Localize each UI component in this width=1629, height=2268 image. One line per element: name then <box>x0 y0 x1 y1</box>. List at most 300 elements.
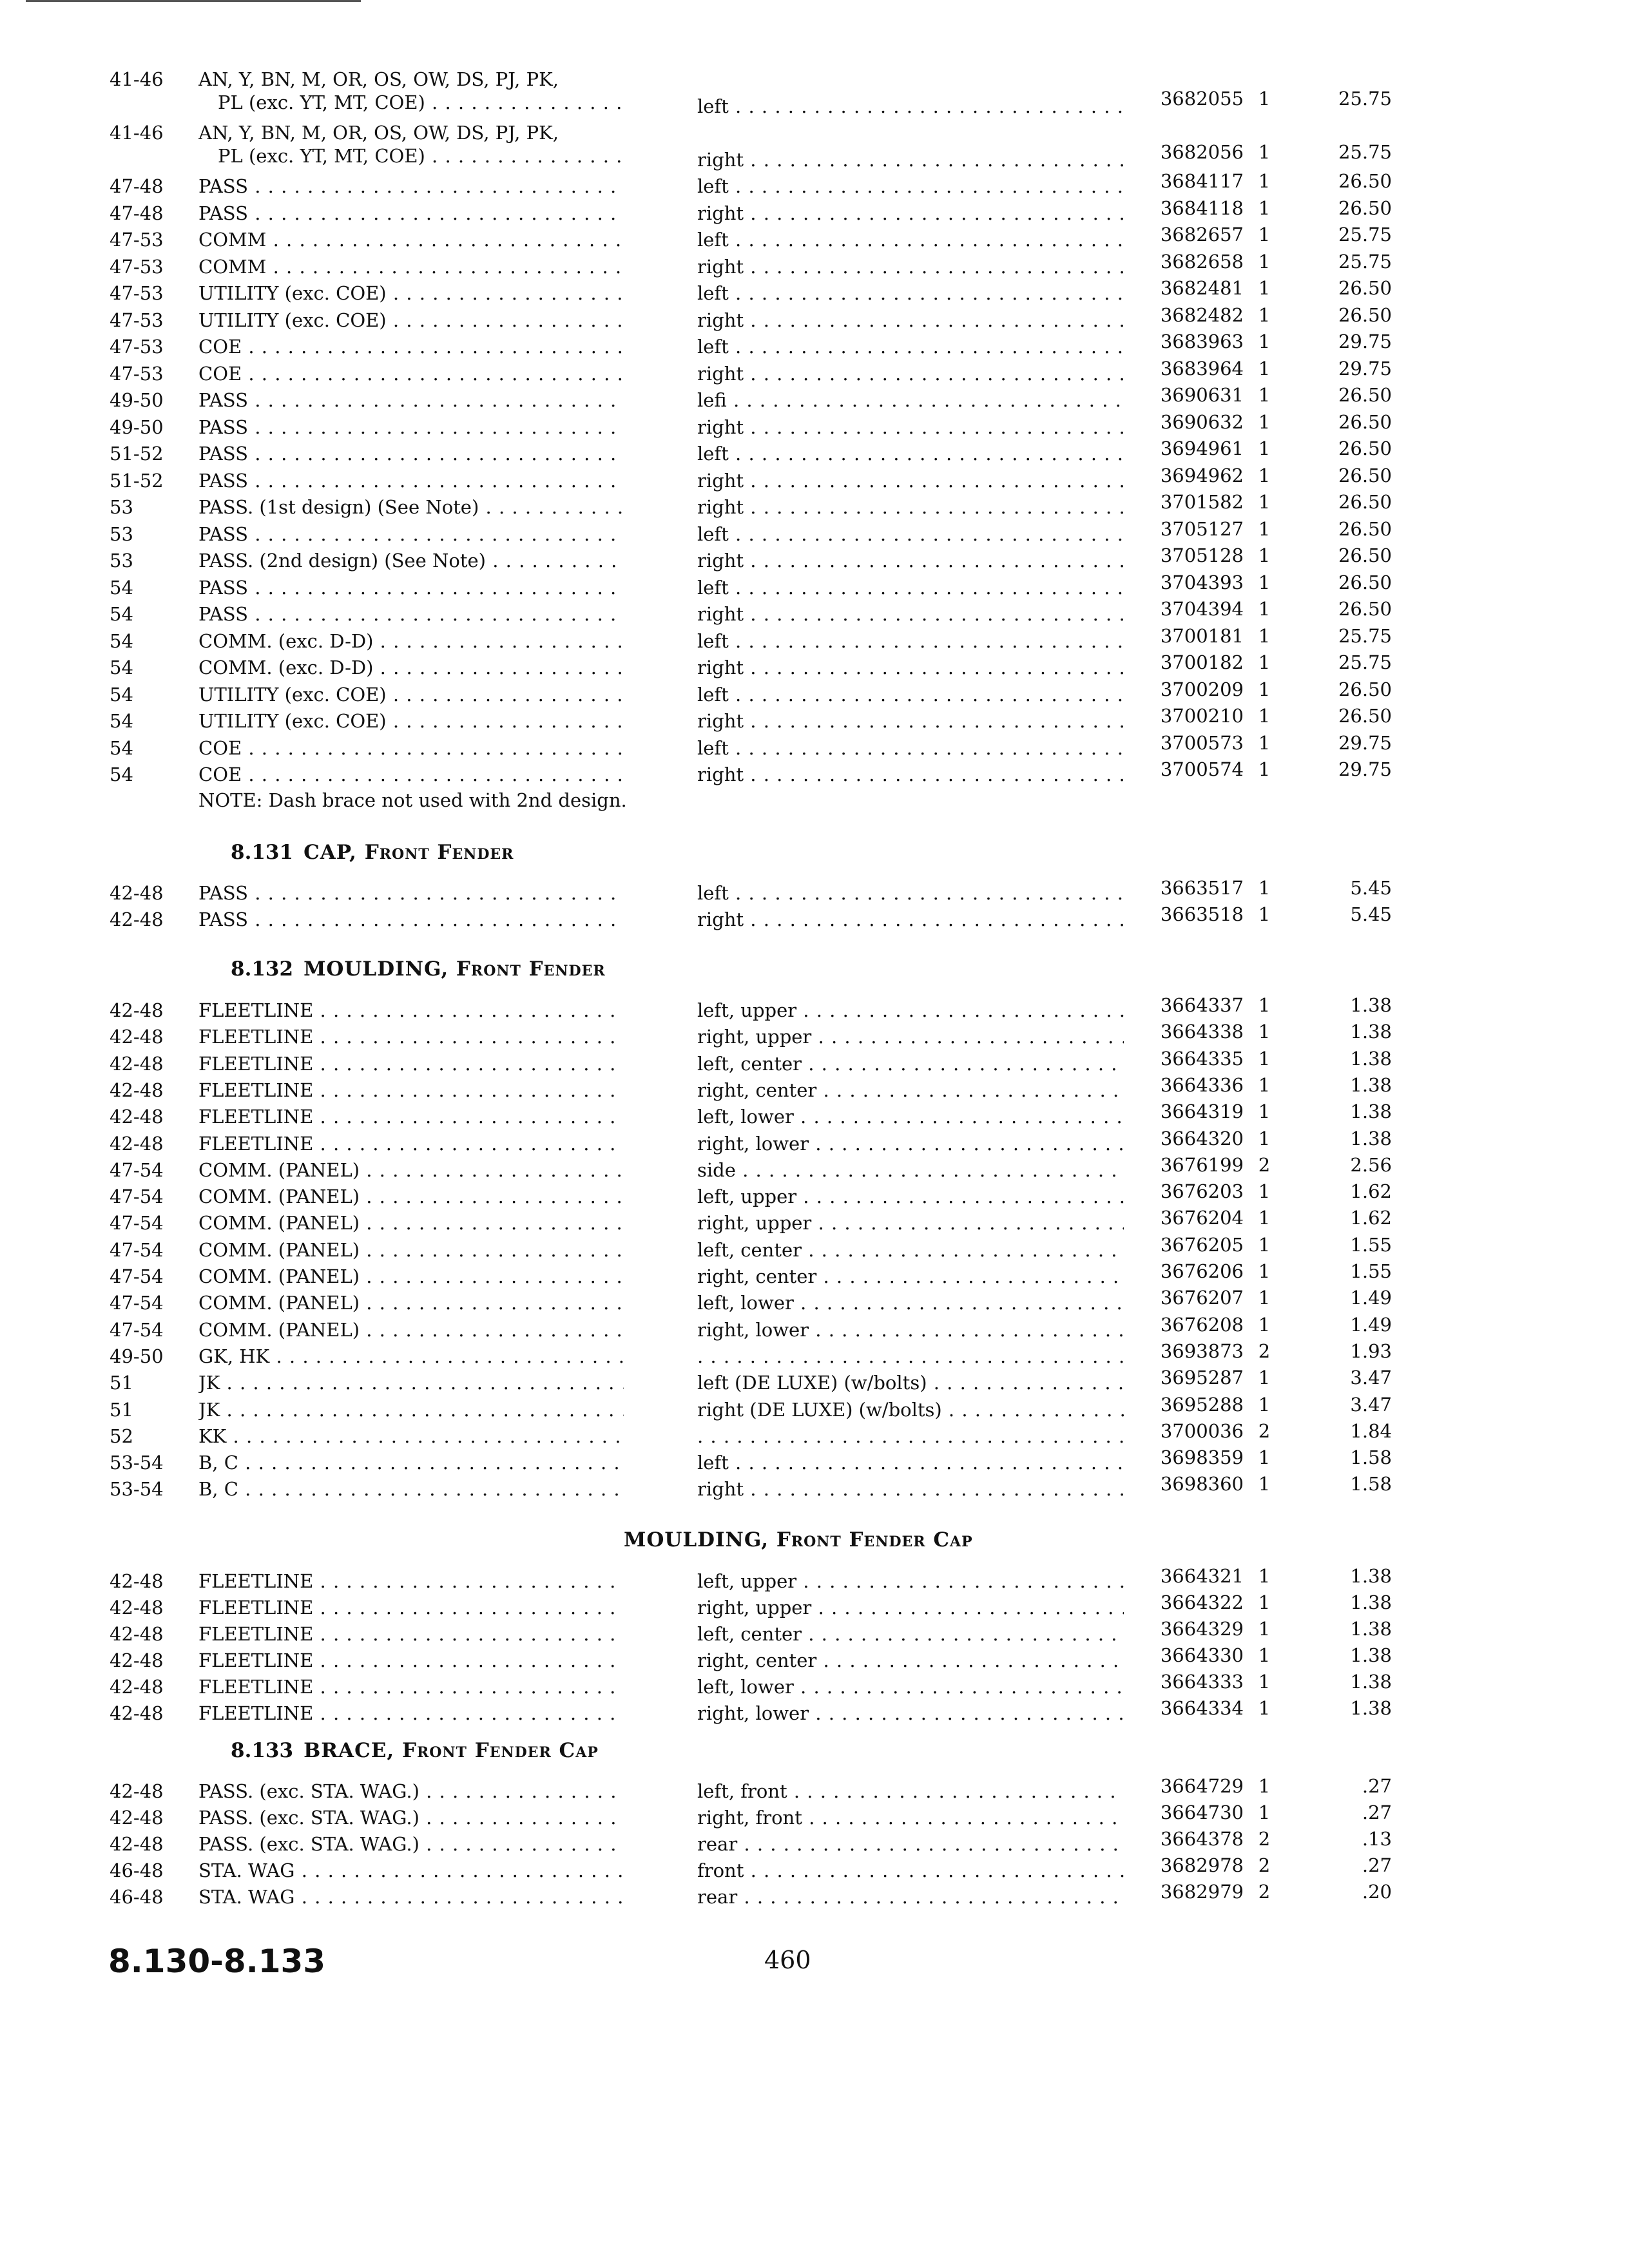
model-line: AN, Y, BN, M, OR, OS, OW, DS, PJ, PK, <box>198 68 559 90</box>
part-number-cell: 3682979 <box>1160 1881 1244 1903</box>
years-cell: 47-54 <box>110 1212 164 1235</box>
years-cell: 42-48 <box>110 1649 164 1671</box>
years-cell: 47-54 <box>110 1318 164 1341</box>
location-cell: left, upper . . . <box>697 1185 1124 1208</box>
location-cell: right . . . <box>697 255 1124 278</box>
quantity-cell: 2 <box>1258 1340 1271 1362</box>
price-cell: 26.50 <box>1338 410 1392 433</box>
price-cell: 25.75 <box>1338 624 1392 647</box>
price-cell: 26.50 <box>1338 437 1392 459</box>
price-cell: 1.38 <box>1350 1127 1392 1149</box>
model-cell: FLEETLINE . . . <box>198 1596 624 1619</box>
location-cell: left, upper . . . <box>697 1570 1124 1593</box>
part-number-cell: 3682657 <box>1160 224 1244 245</box>
quantity-cell: 1 <box>1258 571 1271 593</box>
price-cell: 1.49 <box>1350 1313 1392 1336</box>
part-number-cell: 3682658 <box>1160 250 1244 273</box>
model-cell: COMM. (PANEL) . . . <box>198 1211 624 1235</box>
price-cell: .27 <box>1362 1775 1392 1797</box>
model-cell: COMM. (exc. D-D) . . . <box>198 656 624 679</box>
part-number-cell: 3664330 <box>1160 1644 1244 1666</box>
years-cell: 46-48 <box>110 1886 164 1908</box>
price-cell: 29.75 <box>1338 331 1392 352</box>
quantity-cell: 1 <box>1258 1047 1271 1070</box>
part-number-cell: 3682056 <box>1160 140 1244 163</box>
years-cell: 42-48 <box>110 1052 164 1075</box>
section-title: MOULDING, Front Fender <box>304 957 606 981</box>
years-cell: 47-53 <box>110 282 164 304</box>
price-cell: 1.38 <box>1350 1618 1392 1640</box>
location-cell: right . . . <box>697 656 1124 679</box>
part-number-cell: 3663518 <box>1160 903 1244 925</box>
quantity-cell: 1 <box>1258 1021 1271 1043</box>
quantity-cell: 2 <box>1258 1153 1271 1176</box>
quantity-cell: 1 <box>1258 464 1271 486</box>
part-number-cell: 3683963 <box>1160 331 1244 352</box>
part-number-cell: 3698359 <box>1160 1446 1244 1469</box>
model-cell: FLEETLINE . . . <box>198 1025 624 1048</box>
quantity-cell: 1 <box>1258 1446 1271 1469</box>
part-number-cell: 3676205 <box>1160 1233 1244 1256</box>
quantity-cell: 1 <box>1258 877 1271 899</box>
years-cell: 42-48 <box>110 1833 164 1855</box>
location-cell <box>697 1345 1124 1368</box>
location-cell: side . . . <box>697 1158 1124 1182</box>
model-cell: PASS . . . <box>198 175 624 198</box>
model-cell: UTILITY (exc. COE) . . . <box>198 282 624 305</box>
price-cell: 26.50 <box>1338 705 1392 727</box>
years-cell: 42-48 <box>110 1807 164 1829</box>
price-cell: 26.50 <box>1338 170 1392 192</box>
quantity-cell: 1 <box>1258 1287 1271 1309</box>
location-cell: front . . . <box>697 1859 1124 1882</box>
model-cell: PASS. (1st design) (See Note) . . . <box>198 495 624 519</box>
model-cell: PASS. (exc. STA. WAG.) . . . <box>198 1780 624 1803</box>
location-cell: right . . . <box>697 908 1124 931</box>
location-cell: right, center . . . <box>697 1079 1124 1102</box>
footer-section-range: 8.130-8.133 <box>108 1943 326 1980</box>
price-cell: 1.38 <box>1350 1565 1392 1587</box>
quantity-cell: 1 <box>1258 1591 1271 1613</box>
years-cell: 47-54 <box>110 1292 164 1314</box>
quantity-cell: 1 <box>1258 437 1271 459</box>
years-cell: 47-53 <box>110 255 164 278</box>
part-number-cell: 3690632 <box>1160 410 1244 433</box>
price-cell: 25.75 <box>1338 250 1392 273</box>
years-cell: 46-48 <box>110 1860 164 1881</box>
years-cell: 52 <box>110 1425 133 1447</box>
location-cell: lefi . . . <box>697 389 1124 412</box>
location-cell <box>697 1425 1124 1448</box>
part-number-cell: 3700573 <box>1160 731 1244 754</box>
location-cell: left . . . <box>697 282 1124 305</box>
part-number-cell: 3676199 <box>1160 1153 1244 1176</box>
price-cell: 3.47 <box>1350 1367 1392 1389</box>
years-cell: 42-48 <box>110 908 164 930</box>
quantity-cell: 1 <box>1258 277 1271 299</box>
price-cell: 1.93 <box>1350 1340 1392 1362</box>
table-row <box>0 121 1629 175</box>
part-number-cell: 3682978 <box>1160 1854 1244 1876</box>
quantity-cell: 1 <box>1258 410 1271 433</box>
part-number-cell: 3700181 <box>1160 624 1244 647</box>
section-heading-8132 <box>231 956 606 982</box>
model-cell: COE . . . <box>198 335 624 358</box>
model-cell: JK . . . <box>198 1398 624 1421</box>
model-cell: FLEETLINE . . . <box>198 1649 624 1672</box>
part-number-cell: 3683964 <box>1160 357 1244 380</box>
quantity-cell: 2 <box>1258 1828 1271 1850</box>
part-number-cell: 3664337 <box>1160 994 1244 1016</box>
model-cell: COMM. (PANEL) . . . <box>198 1238 624 1262</box>
quantity-cell: 1 <box>1258 1697 1271 1719</box>
model-cell: COMM. (exc. D-D) . . . <box>198 629 624 653</box>
quantity-cell: 1 <box>1258 491 1271 513</box>
quantity-cell: 1 <box>1258 705 1271 727</box>
location-cell: left, front . . . <box>697 1780 1124 1803</box>
location-cell: right . . . <box>697 362 1124 385</box>
model-cell: COE . . . <box>198 736 624 760</box>
quantity-cell: 1 <box>1258 1233 1271 1256</box>
part-number-cell: 3664320 <box>1160 1127 1244 1149</box>
part-number-cell: 3664335 <box>1160 1047 1244 1070</box>
quantity-cell: 1 <box>1258 517 1271 540</box>
price-cell: 26.50 <box>1338 678 1392 700</box>
location-cell: left . . . <box>697 736 1124 760</box>
model-cell: PASS . . . <box>198 442 624 465</box>
table-row <box>0 1697 1629 1729</box>
years-cell: 47-53 <box>110 362 164 385</box>
price-cell: .20 <box>1362 1881 1392 1903</box>
model-cell: UTILITY (exc. COE) . . . <box>198 309 624 332</box>
part-number-cell: 3664329 <box>1160 1618 1244 1640</box>
location-cell: left, lower . . . <box>697 1675 1124 1698</box>
price-cell: 1.55 <box>1350 1233 1392 1256</box>
years-cell: 41-46 <box>110 122 164 144</box>
price-cell: 1.49 <box>1350 1287 1392 1309</box>
quantity-cell: 1 <box>1258 250 1271 273</box>
location-cell: left, center . . . <box>697 1052 1124 1075</box>
quantity-cell: 2 <box>1258 1419 1271 1442</box>
quantity-cell: 1 <box>1258 1802 1271 1823</box>
years-cell: 51 <box>110 1398 133 1421</box>
part-number-cell: 3682055 <box>1160 87 1244 110</box>
model-cell: PASS. (exc. STA. WAG.) . . . <box>198 1832 624 1856</box>
quantity-cell: 1 <box>1258 758 1271 780</box>
price-cell: 1.62 <box>1350 1180 1392 1203</box>
price-cell: 26.50 <box>1338 303 1392 326</box>
location-cell: left . . . <box>697 335 1124 358</box>
price-cell: .27 <box>1362 1854 1392 1876</box>
location-cell: left . . . <box>697 175 1124 198</box>
location-cell: left . . . <box>697 442 1124 465</box>
quantity-cell: 1 <box>1258 1671 1271 1693</box>
location-cell: left, center . . . <box>697 1238 1124 1262</box>
location-cell: left, upper . . . <box>697 999 1124 1022</box>
years-cell: 42-48 <box>110 1132 164 1155</box>
years-cell: 51-52 <box>110 469 164 492</box>
price-cell: 29.75 <box>1338 357 1392 380</box>
price-cell: 25.75 <box>1338 87 1392 110</box>
quantity-cell: 1 <box>1258 1180 1271 1203</box>
section-title: BRACE, Front Fender Cap <box>304 1739 599 1762</box>
section-heading-8131 <box>231 840 514 865</box>
location-cell: right . . . <box>697 416 1124 439</box>
model-cell: B, C . . . <box>198 1477 624 1501</box>
price-cell: 2.56 <box>1350 1153 1392 1176</box>
price-cell: 1.38 <box>1350 1073 1392 1096</box>
model-cell: STA. WAG . . . <box>198 1885 624 1908</box>
years-cell: 42-48 <box>110 1079 164 1101</box>
years-cell: 42-48 <box>110 1597 164 1619</box>
part-number-cell: 3682481 <box>1160 277 1244 299</box>
location-cell: left (DE LUXE) (w/bolts) . . . <box>697 1371 1124 1394</box>
years-cell: 42-48 <box>110 1676 164 1698</box>
quantity-cell: 1 <box>1258 1775 1271 1797</box>
model-cell: JK . . . <box>198 1371 624 1394</box>
location-cell: left . . . <box>697 95 1124 118</box>
part-number-cell: 3690631 <box>1160 384 1244 406</box>
model-cell: PASS . . . <box>198 469 624 492</box>
location-cell: left . . . <box>697 228 1124 251</box>
price-cell: 25.75 <box>1338 224 1392 245</box>
location-cell: right, center . . . <box>697 1649 1124 1672</box>
years-cell: 51-52 <box>110 443 164 465</box>
years-cell: 51 <box>110 1372 133 1394</box>
model-cell: FLEETLINE . . . <box>198 1132 624 1155</box>
dash-brace-note: NOTE: Dash brace not used with 2nd design. <box>198 789 627 811</box>
location-cell: right, upper . . . <box>697 1211 1124 1235</box>
price-cell: 26.50 <box>1338 571 1392 593</box>
quantity-cell: 1 <box>1258 903 1271 925</box>
years-cell: 47-54 <box>110 1238 164 1261</box>
location-cell: left . . . <box>697 576 1124 599</box>
model-cell: FLEETLINE . . . <box>198 1079 624 1102</box>
price-cell: 29.75 <box>1338 758 1392 780</box>
price-cell: .27 <box>1362 1802 1392 1823</box>
quantity-cell: 1 <box>1258 1367 1271 1389</box>
location-cell: right . . . <box>697 549 1124 572</box>
price-cell: 5.45 <box>1350 877 1392 899</box>
part-number-cell: 3705128 <box>1160 544 1244 566</box>
quantity-cell: 1 <box>1258 140 1271 163</box>
part-number-cell: 3700574 <box>1160 758 1244 780</box>
part-number-cell: 3701582 <box>1160 491 1244 513</box>
model-cell: COMM. (PANEL) . . . <box>198 1291 624 1314</box>
quantity-cell: 1 <box>1258 384 1271 406</box>
model-cell: FLEETLINE . . . <box>198 1622 624 1646</box>
location-cell: left, center . . . <box>697 1622 1124 1646</box>
model-cell: PASS . . . <box>198 576 624 599</box>
quantity-cell: 1 <box>1258 1644 1271 1666</box>
years-cell: 42-48 <box>110 1026 164 1048</box>
years-cell: 42-48 <box>110 1702 164 1724</box>
section-number: 8.132 <box>231 957 294 981</box>
part-number-cell: 3682482 <box>1160 303 1244 326</box>
quantity-cell: 1 <box>1258 1207 1271 1229</box>
model-cell: FLEETLINE . . . <box>198 999 624 1022</box>
model-cell: PASS . . . <box>198 202 624 225</box>
part-number-cell: 3664378 <box>1160 1828 1244 1850</box>
model-cell: PASS . . . <box>198 908 624 931</box>
model-cell: COE . . . <box>198 362 624 385</box>
part-number-cell: 3700182 <box>1160 651 1244 673</box>
location-cell: left . . . <box>697 523 1124 546</box>
part-number-cell: 3704394 <box>1160 598 1244 620</box>
price-cell: 26.50 <box>1338 197 1392 219</box>
location-cell: left . . . <box>697 629 1124 653</box>
years-cell: 54 <box>110 603 133 625</box>
part-number-cell: 3664321 <box>1160 1565 1244 1587</box>
table-row <box>0 68 1629 121</box>
price-cell: 26.50 <box>1338 491 1392 513</box>
years-cell: 53-54 <box>110 1478 164 1501</box>
part-number-cell: 3664322 <box>1160 1591 1244 1613</box>
years-cell: 54 <box>110 576 133 599</box>
location-cell: left . . . <box>697 881 1124 905</box>
years-cell: 47-53 <box>110 229 164 251</box>
quantity-cell: 1 <box>1258 1313 1271 1336</box>
location-cell: right . . . <box>697 763 1124 786</box>
model-cell: FLEETLINE . . . <box>198 1702 624 1725</box>
model-cell: COE . . . <box>198 763 624 786</box>
part-number-cell: 3694961 <box>1160 437 1244 459</box>
part-number-cell: 3684118 <box>1160 197 1244 219</box>
quantity-cell: 1 <box>1258 598 1271 620</box>
part-number-cell: 3695288 <box>1160 1393 1244 1416</box>
quantity-cell: 1 <box>1258 1073 1271 1096</box>
price-cell: .13 <box>1362 1828 1392 1850</box>
price-cell: 5.45 <box>1350 903 1392 925</box>
quantity-cell: 1 <box>1258 357 1271 380</box>
location-cell: right . . . <box>697 309 1124 332</box>
location-cell: left . . . <box>697 683 1124 706</box>
price-cell: 26.50 <box>1338 544 1392 566</box>
years-cell: 54 <box>110 657 133 678</box>
location-cell: right . . . <box>697 148 1124 171</box>
quantity-cell: 1 <box>1258 170 1271 192</box>
model-cell: PASS . . . <box>198 881 624 905</box>
model-cell: FLEETLINE . . . <box>198 1675 624 1698</box>
price-cell: 1.38 <box>1350 994 1392 1016</box>
location-cell: right . . . <box>697 602 1124 626</box>
model-cell: PASS . . . <box>198 389 624 412</box>
location-cell: left, lower . . . <box>697 1291 1124 1314</box>
model-cell: COMM. (PANEL) . . . <box>198 1185 624 1208</box>
model-cell: PASS . . . <box>198 523 624 546</box>
years-cell: 41-46 <box>110 68 164 90</box>
price-cell: 1.38 <box>1350 1591 1392 1613</box>
model-cell <box>198 121 624 168</box>
quantity-cell: 1 <box>1258 87 1271 110</box>
quantity-cell: 1 <box>1258 1127 1271 1149</box>
model-cell: UTILITY (exc. COE) . . . <box>198 709 624 733</box>
model-cell <box>198 68 624 114</box>
years-cell: 53-54 <box>110 1452 164 1474</box>
location-cell: left . . . <box>697 1451 1124 1474</box>
part-number-cell: 3664729 <box>1160 1775 1244 1797</box>
years-cell: 47-48 <box>110 175 164 197</box>
part-number-cell: 3676208 <box>1160 1313 1244 1336</box>
quantity-cell: 1 <box>1258 678 1271 700</box>
part-number-cell: 3676203 <box>1160 1180 1244 1203</box>
section-title: MOULDING, Front Fender Cap <box>624 1528 973 1552</box>
part-number-cell: 3700036 <box>1160 1419 1244 1442</box>
quantity-cell: 1 <box>1258 1618 1271 1640</box>
table-row <box>0 903 1629 935</box>
price-cell: 1.38 <box>1350 1697 1392 1719</box>
price-cell: 1.38 <box>1350 1100 1392 1123</box>
table-row <box>0 1473 1629 1504</box>
years-cell: 54 <box>110 710 133 732</box>
years-cell: 49-50 <box>110 389 164 411</box>
model-cell: PASS. (exc. STA. WAG.) . . . <box>198 1806 624 1829</box>
table-row <box>0 758 1629 790</box>
location-cell: rear . . . <box>697 1885 1124 1908</box>
part-number-cell: 3664730 <box>1160 1802 1244 1823</box>
years-cell: 53 <box>110 523 133 545</box>
section-number: 8.131 <box>231 841 294 864</box>
quantity-cell: 1 <box>1258 303 1271 326</box>
footer-page-number: 460 <box>764 1946 811 1974</box>
model-cell: COMM. (PANEL) . . . <box>198 1158 624 1182</box>
part-number-cell: 3676206 <box>1160 1260 1244 1282</box>
price-cell: 1.55 <box>1350 1260 1392 1282</box>
location-cell: right, lower . . . <box>697 1702 1124 1725</box>
quantity-cell: 1 <box>1258 197 1271 219</box>
model-cell: PASS . . . <box>198 416 624 439</box>
years-cell: 47-53 <box>110 309 164 331</box>
part-number-cell: 3700209 <box>1160 678 1244 700</box>
section-number: 8.133 <box>231 1739 294 1762</box>
location-cell: right (DE LUXE) (w/bolts) . . . <box>697 1398 1124 1421</box>
location-cell: right . . . <box>697 202 1124 225</box>
years-cell: 49-50 <box>110 1345 164 1367</box>
years-cell: 47-54 <box>110 1158 164 1181</box>
location-cell: right . . . <box>697 1477 1124 1501</box>
price-cell: 1.58 <box>1350 1473 1392 1495</box>
model-cell: PASS . . . <box>198 602 624 626</box>
years-cell: 47-54 <box>110 1186 164 1208</box>
quantity-cell: 1 <box>1258 224 1271 245</box>
price-cell: 3.47 <box>1350 1393 1392 1416</box>
model-cell: COMM. (PANEL) . . . <box>198 1318 624 1341</box>
quantity-cell: 1 <box>1258 1260 1271 1282</box>
part-number-cell: 3664336 <box>1160 1073 1244 1096</box>
model-cell: GK, HK . . . <box>198 1345 624 1368</box>
price-cell: 1.38 <box>1350 1671 1392 1693</box>
part-number-cell: 3698360 <box>1160 1473 1244 1495</box>
years-cell: 42-48 <box>110 1623 164 1645</box>
model-line-2: PL (exc. YT, MT, COE) . . . <box>198 91 624 114</box>
model-cell: COMM . . . <box>198 228 624 251</box>
part-number-cell: 3700210 <box>1160 705 1244 727</box>
quantity-cell: 1 <box>1258 544 1271 566</box>
top-rule <box>26 0 361 2</box>
model-line-2: PL (exc. YT, MT, COE) . . . <box>198 144 624 168</box>
quantity-cell: 1 <box>1258 1393 1271 1416</box>
years-cell: 42-48 <box>110 1106 164 1128</box>
section-title: CAP, Front Fender <box>304 841 514 864</box>
table-row <box>0 1881 1629 1912</box>
model-cell: UTILITY (exc. COE) . . . <box>198 683 624 706</box>
price-cell: 1.38 <box>1350 1644 1392 1666</box>
years-cell: 42-48 <box>110 882 164 904</box>
location-cell: right, center . . . <box>697 1265 1124 1288</box>
location-cell: right, front . . . <box>697 1806 1124 1829</box>
quantity-cell: 1 <box>1258 331 1271 352</box>
model-cell: FLEETLINE . . . <box>198 1105 624 1128</box>
